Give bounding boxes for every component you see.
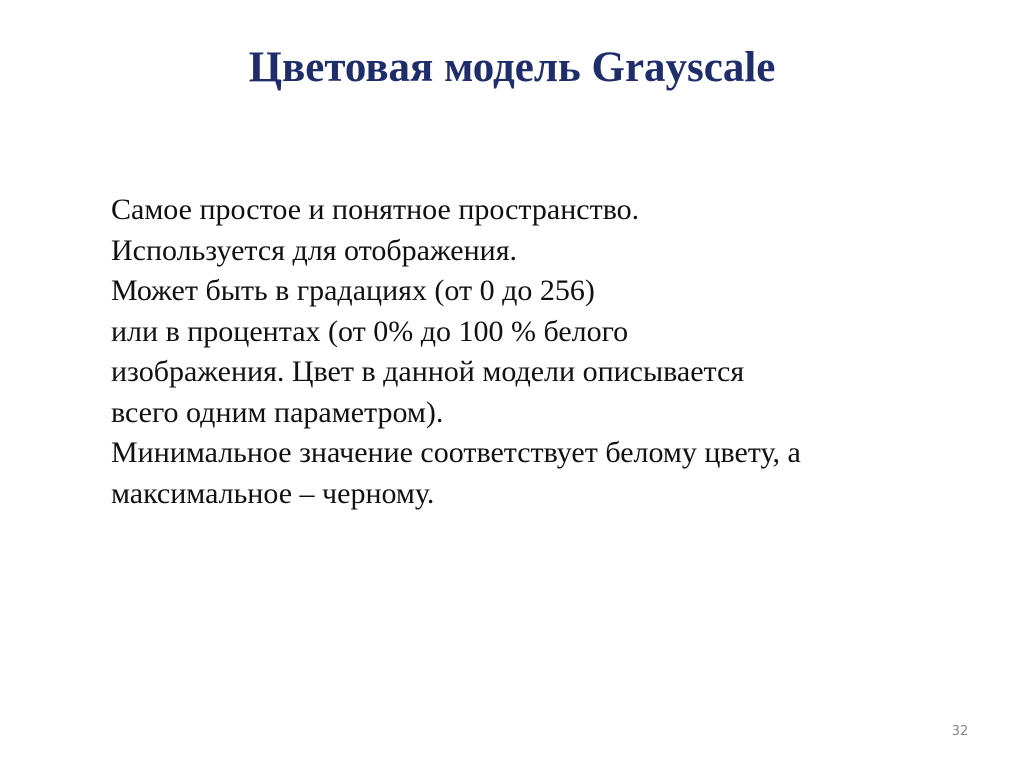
body-line: или в процентах (от 0% до 100 % белого — [111, 314, 629, 348]
body-line: Минимальное значение соответствует белому цвету, а — [111, 436, 801, 469]
page-number: 32 — [951, 724, 969, 739]
body-line: Может быть в градациях (от 0 до 256) — [111, 274, 595, 307]
body-line: Используется для отображения. — [111, 233, 518, 267]
slide-body-text — [111, 190, 971, 514]
body-line: изображения. Цвет в данной модели описывается — [111, 355, 745, 388]
body-line: всего одним параметром). — [111, 395, 444, 429]
slide-title: Цветовая модель Grayscale — [248, 44, 776, 91]
body-line: максимальное – черному. — [111, 476, 435, 510]
body-line: Самое простое и понятное пространство. — [111, 193, 640, 226]
